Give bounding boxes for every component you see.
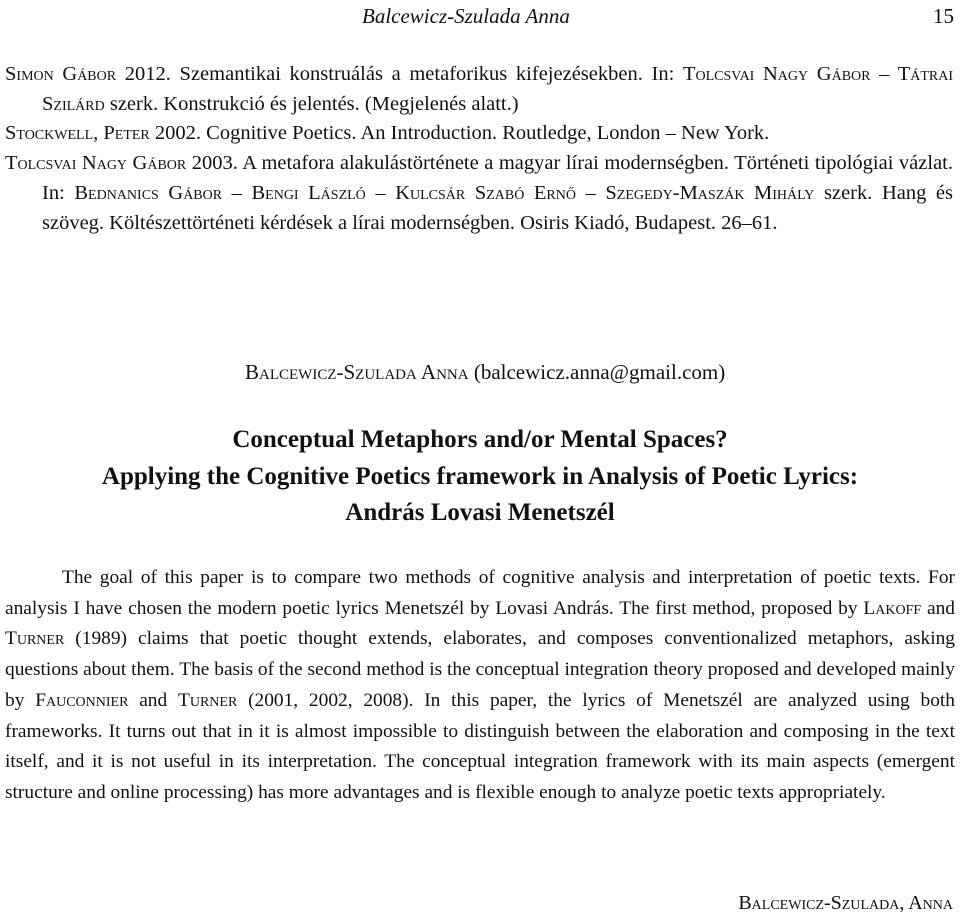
reference-author: Simon Gábor: [5, 63, 117, 85]
reference-text: 2012. Szemantikai konstruálás a metaforikus kifejezésekben. In:: [116, 63, 683, 85]
title-line-2: Applying the Cognitive Poetics framework in Analysis of Poetic Lyrics:: [101, 462, 859, 490]
reference-text: 2003. A metafora alakulástörténete a magyar lírai modernségben. Történeti tipológiai vázlat. In:: [42, 152, 953, 204]
reference-entry: [5, 119, 953, 149]
abstract-text: (1989) claims that poetic thought extends, elaborates, and composes conventionalized metaphors, asking questions about them. The basis of the second method is the conceptual integration theory proposed and developed mainly by: [5, 628, 955, 711]
title-line-3: András Lovasi Menetszél: [345, 499, 615, 526]
contact-name: Balcewicz-Szulada Anna: [245, 360, 469, 384]
running-header: [362, 2, 954, 30]
header-author: Balcewicz-Szulada Anna: [362, 4, 570, 28]
author-signature: Balcewicz-Szulada, Anna: [738, 892, 953, 914]
abstract-text: The goal of this paper is to compare two methods of cognitive analysis and interpretation of poetic texts. For analysis I have chosen the modern poetic lyrics Menetszél by Lovasi András. The first method, proposed by: [5, 567, 955, 619]
page-number: 15: [933, 4, 954, 28]
cited-author: Turner: [177, 689, 238, 711]
abstract-text: and: [921, 597, 955, 619]
reference-list: [5, 60, 953, 238]
cited-author: Lakoff: [863, 597, 922, 619]
reference-text: szerk. Hang és szöveg. Költészettörténeti kérdések a lírai modernségben. Osiris Kiadó, Budapest. 26–61.: [42, 181, 953, 234]
reference-author: Tolcsvai Nagy Gábor: [5, 152, 187, 175]
title-line-1: Conceptual Metaphors and/or Mental Spaces?: [232, 426, 728, 453]
author-contact: [245, 357, 725, 387]
abstract-text: and: [128, 689, 178, 711]
reference-text: szerk. Konstrukció és jelentés. (Megjelenés alatt.): [104, 92, 519, 115]
reference-editors: Tolcsvai Nagy Gábor – Tátrai Szilárd: [42, 63, 954, 115]
reference-text: 2002. Cognitive Poetics. An Introduction. Routledge, London – New York.: [149, 122, 770, 145]
cited-author: Fauconnier: [35, 689, 129, 711]
abstract-text: (2001, 2002, 2008). In this paper, the lyrics of Menetszél are analyzed using both frameworks. It turns out that in it is almost impossible to distinguish between the elaboration and composing in the text itself, and it is not useful in its interpretation. The conceptual integration framework with its main aspects (emergent structure and online processing) has more advantages and is flexible enough to analyze poetic texts appropriately.: [5, 689, 955, 803]
reference-entry: [5, 149, 953, 238]
reference-entry: [5, 60, 953, 119]
cited-author: Turner: [5, 628, 65, 650]
abstract-paragraph: [5, 563, 955, 809]
reference-editors: Bednanics Gábor – Bengi László – Kulcsár Szabó Ernő – Szegedy-Maszák Mihály: [74, 181, 815, 204]
contact-email[interactable]: (balcewicz.anna@gmail.com): [473, 360, 726, 384]
article-title: [0, 422, 960, 532]
reference-author: Stockwell, Peter: [5, 122, 150, 145]
